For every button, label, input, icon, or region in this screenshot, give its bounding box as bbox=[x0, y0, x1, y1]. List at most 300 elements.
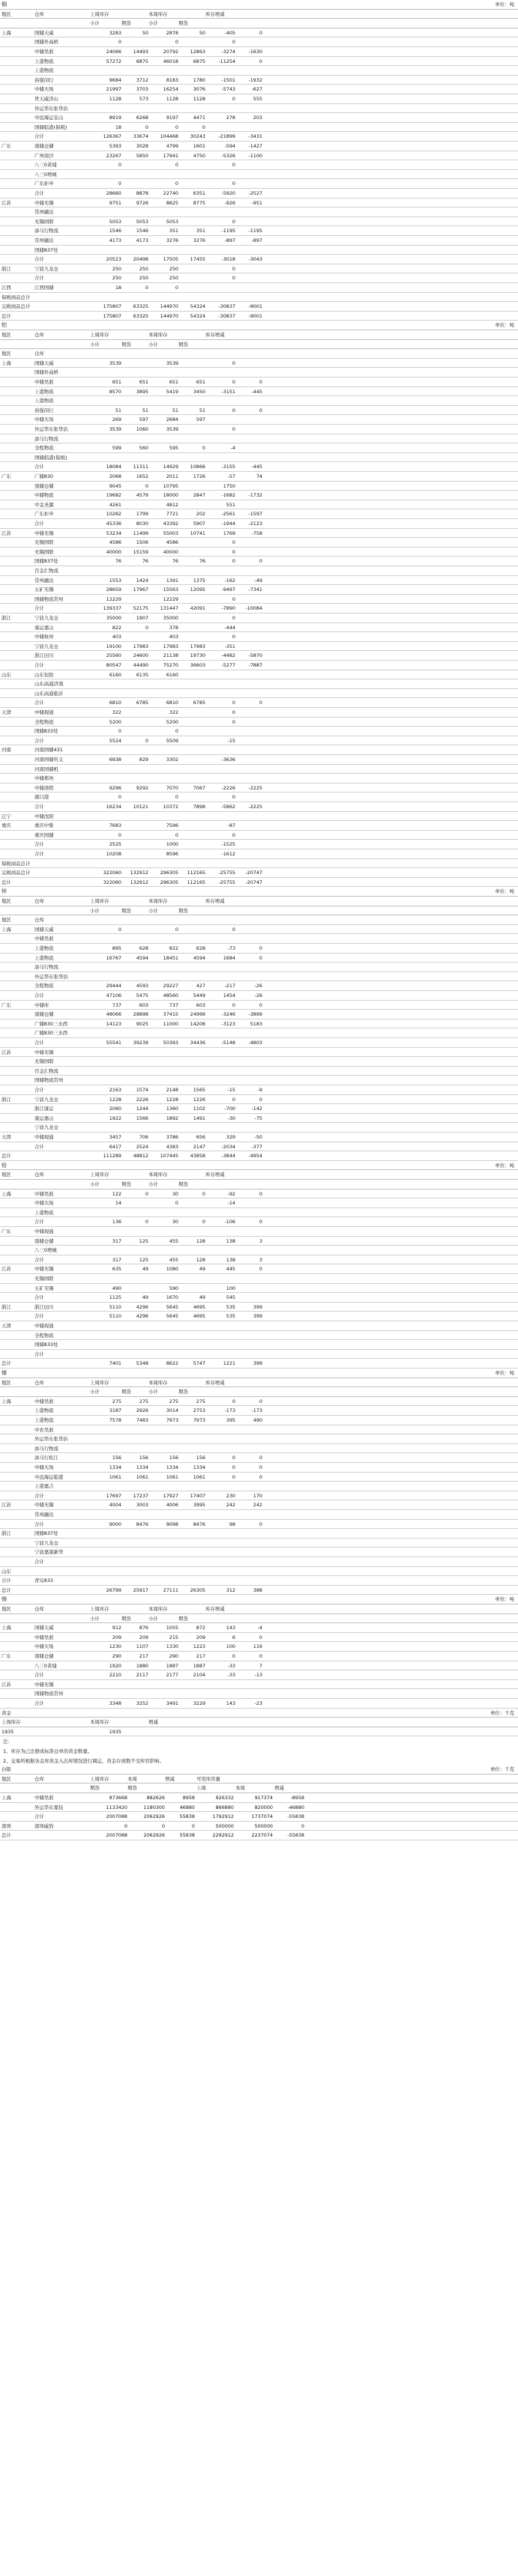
value-cell: 43392 bbox=[163, 521, 178, 527]
value-cell: 0 bbox=[175, 124, 178, 130]
value-cell: 37415 bbox=[163, 1011, 178, 1018]
warehouse-cell: 合计 bbox=[34, 1813, 44, 1820]
value-cell: 7721 bbox=[166, 511, 178, 518]
table-row bbox=[0, 1689, 518, 1699]
table-row bbox=[0, 718, 518, 727]
table-row bbox=[0, 1463, 518, 1473]
table-row bbox=[0, 868, 518, 878]
value-cell: -4 bbox=[230, 445, 235, 452]
header-last: 上周库存 bbox=[90, 332, 109, 338]
value-cell: 17983 bbox=[163, 643, 178, 649]
header-region: 地区 bbox=[1, 1379, 11, 1386]
value-cell: 10741 bbox=[190, 530, 205, 536]
value-cell: 11499 bbox=[133, 530, 148, 536]
table-row bbox=[0, 170, 518, 180]
value-cell: 1375 bbox=[193, 577, 205, 584]
value-cell: 1546 bbox=[109, 228, 121, 234]
value-cell: 1133420 bbox=[106, 1804, 127, 1810]
warehouse-cell: 合计 bbox=[34, 1700, 44, 1706]
value-cell: 7 bbox=[259, 1662, 262, 1669]
value-cell: 139337 bbox=[103, 605, 121, 612]
value-cell: 3003 bbox=[136, 1502, 148, 1509]
table-row bbox=[0, 1548, 518, 1557]
table-row bbox=[0, 406, 518, 416]
value-cell: 46018 bbox=[163, 58, 178, 64]
header-fut: 期货 bbox=[121, 1389, 131, 1395]
value-cell: 635 bbox=[112, 1266, 121, 1273]
region-cell: 保税商品总计 bbox=[1, 860, 31, 867]
table-row bbox=[0, 736, 518, 746]
value-cell: 876 bbox=[139, 1625, 148, 1631]
value-cell: 0 bbox=[232, 718, 235, 725]
warehouse-cell: 国储天威 bbox=[34, 29, 54, 36]
value-cell: 603 bbox=[139, 1001, 148, 1008]
value-cell: 7070 bbox=[166, 784, 178, 791]
table-row bbox=[0, 651, 518, 661]
value-cell: 8570 bbox=[109, 388, 121, 395]
value-cell: 0 bbox=[232, 548, 235, 555]
warehouse-cell: 南储仓储 bbox=[34, 1011, 54, 1018]
value-cell: -5870 bbox=[248, 652, 262, 659]
value-cell: 9025 bbox=[136, 1020, 148, 1027]
value-cell: 10866 bbox=[190, 464, 205, 470]
value-cell: 126367 bbox=[103, 133, 121, 140]
value-cell: 12229 bbox=[106, 595, 121, 602]
value-cell: 351 bbox=[196, 228, 205, 234]
value-cell: 20792 bbox=[163, 49, 178, 55]
header-fut: 期货 bbox=[121, 1615, 131, 1622]
region-cell: 上海 bbox=[1, 1190, 11, 1197]
value-cell: 0 bbox=[259, 29, 262, 36]
value-cell: 0 bbox=[175, 39, 178, 46]
value-cell: 8183 bbox=[166, 76, 178, 83]
warehouse-cell: 国储天威 bbox=[34, 360, 54, 366]
value-cell: -627 bbox=[251, 86, 262, 93]
value-cell: 296305 bbox=[160, 870, 178, 876]
value-cell: 250 bbox=[112, 275, 121, 282]
warehouse-cell: 南储仓储 bbox=[34, 1653, 54, 1659]
table-row bbox=[0, 1019, 518, 1029]
table-row bbox=[0, 595, 518, 604]
value-cell: 230 bbox=[226, 1492, 235, 1499]
value-cell: 1920 bbox=[109, 1662, 121, 1669]
table-row bbox=[0, 623, 518, 633]
region-cell: 广东 bbox=[1, 1001, 11, 1008]
value-cell: 3 bbox=[259, 1256, 262, 1263]
value-cell: 7683 bbox=[109, 822, 121, 829]
table-row bbox=[0, 443, 518, 453]
value-cell: 48066 bbox=[106, 1011, 121, 1018]
warehouse-cell: 中储无锡 bbox=[34, 530, 54, 536]
table-row bbox=[0, 793, 518, 802]
value-cell: 403 bbox=[169, 634, 178, 640]
value-cell: 4579 bbox=[136, 492, 148, 499]
value-cell: 57272 bbox=[106, 58, 121, 64]
warehouse-cell: 广储830三水西 bbox=[34, 1030, 68, 1037]
value-cell: 737 bbox=[112, 1001, 121, 1008]
table-row bbox=[0, 642, 518, 652]
table-row bbox=[0, 283, 518, 293]
value-cell: 597 bbox=[196, 416, 205, 423]
value-cell: 35000 bbox=[106, 615, 121, 621]
warehouse-cell: 合计 bbox=[34, 1087, 44, 1093]
section-title-1 bbox=[0, 321, 518, 330]
value-cell: 2210 bbox=[109, 1672, 121, 1679]
table-row bbox=[0, 1010, 518, 1019]
value-cell: -26 bbox=[254, 983, 262, 990]
table-row bbox=[0, 1623, 518, 1633]
value-cell: 209 bbox=[196, 1634, 205, 1640]
value-cell: 5053 bbox=[166, 218, 178, 225]
table-row bbox=[0, 1255, 518, 1265]
warehouse-cell: 国储物流常州 bbox=[34, 595, 64, 602]
header-this: 本周库存 bbox=[148, 332, 168, 338]
warehouse-cell: 外运华东张华浜 bbox=[34, 1436, 68, 1443]
value-cell: 2226 bbox=[136, 1096, 148, 1103]
value-cell: 1892 bbox=[166, 1115, 178, 1121]
value-cell: 43858 bbox=[190, 1153, 205, 1160]
value-cell: 23267 bbox=[106, 152, 121, 159]
value-cell: 1506 bbox=[136, 539, 148, 546]
table-row bbox=[0, 765, 518, 775]
value-cell: 603 bbox=[196, 1001, 205, 1008]
value-cell: 128 bbox=[196, 1237, 205, 1244]
value-cell: 628 bbox=[139, 945, 148, 951]
value-cell: 3014 bbox=[166, 1407, 178, 1414]
value-cell: 8476 bbox=[136, 1521, 148, 1527]
value-cell: -5326 bbox=[221, 152, 235, 159]
warehouse-cell: 重庆国储 bbox=[34, 831, 54, 838]
value-cell: 0 bbox=[175, 162, 178, 169]
table-row bbox=[0, 548, 518, 557]
section-title: 锡 bbox=[1, 1596, 7, 1603]
table-row bbox=[0, 1453, 518, 1463]
header-last: 上周库存 bbox=[90, 10, 109, 17]
value-cell: 9000 bbox=[109, 1521, 121, 1527]
warehouse-cell: 八三0黄埔 bbox=[34, 162, 57, 169]
value-cell: -1525 bbox=[221, 841, 235, 848]
value-cell: 0 bbox=[259, 58, 262, 64]
value-cell: 3229 bbox=[193, 1700, 205, 1706]
warehouse-cell: 中储无锡 bbox=[34, 1266, 54, 1273]
gold-value: 1935 bbox=[1, 1728, 14, 1735]
region-cell: 总计 bbox=[1, 1586, 11, 1593]
value-cell: 75270 bbox=[163, 662, 178, 668]
warehouse-cell: 合计 bbox=[34, 841, 44, 848]
value-cell: 0 bbox=[118, 926, 121, 933]
value-cell: 5907 bbox=[193, 521, 205, 527]
value-cell: 10282 bbox=[106, 511, 121, 518]
value-cell: -49 bbox=[254, 577, 262, 584]
value-cell: 17941 bbox=[163, 152, 178, 159]
value-cell: 290 bbox=[112, 1653, 121, 1659]
table-row bbox=[0, 1803, 518, 1813]
warehouse-cell: 外运华东张华浜 bbox=[34, 426, 68, 432]
value-cell: -5148 bbox=[221, 1040, 235, 1046]
value-cell: -1195 bbox=[248, 228, 262, 234]
value-cell: 18 bbox=[115, 285, 121, 291]
value-cell: 5110 bbox=[109, 1303, 121, 1310]
table-row bbox=[0, 302, 518, 312]
value-cell: 3895 bbox=[136, 388, 148, 395]
value-cell: 6160 bbox=[166, 671, 178, 678]
value-cell: 10372 bbox=[163, 804, 178, 810]
value-cell: 0 bbox=[145, 1219, 148, 1225]
header-sub: 小计 bbox=[90, 1615, 100, 1622]
table-row bbox=[0, 246, 518, 255]
table-row bbox=[0, 1151, 518, 1161]
value-cell: 322060 bbox=[103, 879, 121, 885]
warehouse-cell: 裕强闵行 bbox=[34, 76, 54, 83]
value-cell: -11254 bbox=[218, 58, 235, 64]
value-cell: 1128 bbox=[109, 96, 121, 102]
value-cell: 136 bbox=[112, 1219, 121, 1225]
gold-unit: 单位：千克 bbox=[490, 1709, 514, 1716]
warehouse-cell: 全程物流 bbox=[34, 1332, 54, 1339]
value-cell: -5743 bbox=[221, 86, 235, 93]
header-change: 库存增减 bbox=[205, 898, 225, 904]
value-cell: -594 bbox=[224, 143, 235, 149]
warehouse-cell: 常州融达 bbox=[34, 577, 54, 584]
table-row bbox=[0, 821, 518, 831]
value-cell: 1553 bbox=[109, 577, 121, 584]
value-cell: 49 bbox=[199, 1294, 205, 1301]
header-wh: 仓库 bbox=[34, 898, 44, 904]
value-cell: 24066 bbox=[106, 49, 121, 55]
value-cell: 9045 bbox=[109, 482, 121, 489]
value-cell: 0 bbox=[118, 794, 121, 801]
value-cell: 30 bbox=[172, 1190, 178, 1197]
value-cell: 112165 bbox=[187, 870, 205, 876]
value-cell: 822 bbox=[112, 624, 121, 631]
value-cell: 5200 bbox=[109, 718, 121, 725]
table-row bbox=[0, 179, 518, 189]
header-sub: 小计 bbox=[90, 1181, 100, 1187]
value-cell: 17237 bbox=[133, 1492, 148, 1499]
value-cell: 0 bbox=[259, 954, 262, 961]
value-cell: 29444 bbox=[106, 983, 121, 990]
header-last: 上周库存 bbox=[90, 1172, 109, 1178]
value-cell: 0 bbox=[259, 1001, 262, 1008]
gold-row bbox=[0, 1727, 518, 1737]
value-cell: 202 bbox=[196, 511, 205, 518]
warehouse-cell: 合计 bbox=[34, 1040, 44, 1046]
value-cell: 0 bbox=[259, 1464, 262, 1470]
table-row bbox=[0, 915, 518, 925]
table-row bbox=[0, 1274, 518, 1284]
table-row bbox=[0, 28, 518, 38]
section-title: 铅 bbox=[1, 1162, 7, 1169]
table-row bbox=[0, 878, 518, 888]
value-cell: -9001 bbox=[248, 303, 262, 310]
warehouse-cell: 中储大场 bbox=[34, 86, 54, 93]
header-sub: 小计 bbox=[90, 907, 100, 914]
silver-header bbox=[0, 1775, 518, 1784]
value-cell: 1424 bbox=[136, 577, 148, 584]
warehouse-cell: 中储吴淞 bbox=[34, 1795, 54, 1801]
warehouse-cell: 上港物流 bbox=[34, 398, 54, 404]
value-cell: -351 bbox=[224, 643, 235, 649]
value-cell: 0 bbox=[232, 926, 235, 933]
warehouse-cell: 国储833处 bbox=[34, 1342, 58, 1348]
value-cell: 7483 bbox=[136, 1417, 148, 1423]
value-cell: 250 bbox=[139, 265, 148, 272]
value-cell: 1080 bbox=[166, 1266, 178, 1273]
warehouse-cell: 合计 bbox=[34, 1492, 44, 1499]
unit-label: 单位：吨 bbox=[495, 1162, 514, 1169]
value-cell: 28659 bbox=[106, 587, 121, 593]
value-cell: 250 bbox=[169, 265, 178, 272]
region-cell: 辽宁 bbox=[1, 813, 11, 819]
table-row bbox=[0, 1557, 518, 1567]
value-cell: 17407 bbox=[190, 1492, 205, 1499]
table-row bbox=[0, 784, 518, 793]
warehouse-cell: 中储库 bbox=[34, 1001, 49, 1008]
value-cell: 4586 bbox=[166, 539, 178, 546]
header-wh: 仓库 bbox=[34, 10, 44, 17]
table-row bbox=[0, 76, 518, 85]
value-cell: -3151 bbox=[221, 388, 235, 395]
value-cell: -25755 bbox=[218, 879, 235, 885]
value-cell: 873668 bbox=[109, 1795, 127, 1801]
warehouse-cell: 中储大场 bbox=[34, 1643, 54, 1650]
value-cell: -21899 bbox=[218, 133, 235, 140]
warehouse-cell: 国储837处 bbox=[34, 558, 58, 565]
value-cell: 47106 bbox=[106, 992, 121, 998]
value-cell: -926 bbox=[224, 199, 235, 206]
value-cell: -897 bbox=[224, 237, 235, 243]
table-row bbox=[0, 1142, 518, 1152]
value-cell: 2237074 bbox=[251, 1832, 273, 1839]
value-cell: 1792912 bbox=[212, 1813, 234, 1820]
value-cell: -217 bbox=[224, 983, 235, 990]
value-cell: 0 bbox=[232, 831, 235, 838]
value-cell: 5524 bbox=[109, 737, 121, 744]
value-cell: 2007088 bbox=[106, 1813, 127, 1820]
value-cell: 2062926 bbox=[143, 1813, 165, 1820]
table-row bbox=[0, 557, 518, 566]
value-cell: -75 bbox=[254, 1115, 262, 1121]
value-cell: 30 bbox=[172, 1219, 178, 1225]
value-cell: 5200 bbox=[166, 718, 178, 725]
warehouse-cell: 无锡国联 bbox=[34, 539, 54, 546]
value-cell: -1732 bbox=[248, 492, 262, 499]
region-cell: 山东 bbox=[1, 1568, 11, 1575]
value-cell: 1334 bbox=[166, 1464, 178, 1470]
value-cell: 250 bbox=[112, 265, 121, 272]
value-cell: 39239 bbox=[133, 1040, 148, 1046]
table-row bbox=[0, 1350, 518, 1360]
section-header-5 bbox=[0, 1604, 518, 1614]
header-region: 地区 bbox=[1, 1606, 11, 1612]
table-row bbox=[0, 1793, 518, 1803]
value-cell: 0 bbox=[232, 539, 235, 546]
table-row bbox=[0, 613, 518, 623]
region-cell: 广东 bbox=[1, 473, 11, 479]
value-cell: 80547 bbox=[106, 662, 121, 668]
warehouse-cell: 山东高通临沂 bbox=[34, 690, 64, 697]
table-row bbox=[0, 1104, 518, 1114]
table-row bbox=[0, 576, 518, 586]
value-cell: 5747 bbox=[193, 1360, 205, 1367]
warehouse-cell: 南储仓储 bbox=[34, 482, 54, 489]
region-cell: 江苏 bbox=[1, 1502, 11, 1509]
warehouse-cell: 上港物流 bbox=[34, 58, 54, 64]
value-cell: 3252 bbox=[136, 1700, 148, 1706]
value-cell: 2524 bbox=[136, 1143, 148, 1150]
table-row bbox=[0, 1057, 518, 1067]
value-cell: 296305 bbox=[160, 879, 178, 885]
value-cell: 2684 bbox=[166, 416, 178, 423]
value-cell: 16767 bbox=[106, 954, 121, 961]
value-cell: 5053 bbox=[109, 218, 121, 225]
value-cell: -5862 bbox=[221, 804, 235, 810]
value-cell: -142 bbox=[251, 1106, 262, 1112]
section-header-2 bbox=[0, 897, 518, 906]
value-cell: 4471 bbox=[193, 115, 205, 121]
section-header-0 bbox=[0, 10, 518, 19]
table-row bbox=[0, 981, 518, 991]
value-cell: 1107 bbox=[136, 1643, 148, 1650]
warehouse-cell: 国储物流常州 bbox=[34, 1691, 64, 1697]
region-cell: 江苏 bbox=[1, 1049, 11, 1055]
value-cell: 8775 bbox=[193, 199, 205, 206]
value-cell: 0 bbox=[259, 1190, 262, 1197]
warehouse-cell: 国储临港(保税) bbox=[34, 454, 67, 461]
value-cell: 5645 bbox=[166, 1303, 178, 1310]
table-row bbox=[0, 500, 518, 510]
value-cell: 20498 bbox=[133, 256, 148, 263]
value-cell: 1907 bbox=[136, 615, 148, 621]
table-row bbox=[0, 1831, 518, 1840]
value-cell: 7067 bbox=[193, 784, 205, 791]
silver-title bbox=[0, 1765, 518, 1775]
value-cell: 5183 bbox=[250, 1020, 262, 1027]
value-cell: 156 bbox=[112, 1455, 121, 1461]
table-row bbox=[0, 925, 518, 935]
value-cell: 16254 bbox=[163, 86, 178, 93]
table-row bbox=[0, 189, 518, 198]
region-cell: 浙江 bbox=[1, 1096, 11, 1103]
warehouse-cell: 世天威洋山 bbox=[34, 96, 58, 102]
value-cell: 116 bbox=[253, 1643, 262, 1650]
table-row bbox=[0, 1038, 518, 1048]
header-fut: 期货 bbox=[178, 1389, 188, 1395]
table-row bbox=[0, 689, 518, 699]
value-cell: -5277 bbox=[221, 662, 235, 668]
value-cell: 4594 bbox=[193, 954, 205, 961]
value-cell: -173 bbox=[224, 1407, 235, 1414]
warehouse-cell: 浙江田川 bbox=[34, 652, 54, 659]
value-cell: 0 bbox=[232, 700, 235, 706]
table-row bbox=[0, 1264, 518, 1274]
table-row bbox=[0, 585, 518, 595]
value-cell: -4803 bbox=[248, 1040, 262, 1046]
warehouse-cell: 中储吴淞 bbox=[34, 49, 54, 55]
value-cell: 0 bbox=[301, 1822, 304, 1829]
value-cell: 0 bbox=[118, 162, 121, 169]
table-row bbox=[0, 1482, 518, 1491]
table-row bbox=[0, 679, 518, 689]
value-cell: 1670 bbox=[166, 1294, 178, 1301]
value-cell: 128 bbox=[196, 1256, 205, 1263]
region-cell: 保税商品总计 bbox=[1, 294, 31, 300]
section-header-4 bbox=[0, 1378, 518, 1388]
value-cell: -2225 bbox=[248, 804, 262, 810]
value-cell: 6785 bbox=[136, 700, 148, 706]
region-cell: 江西 bbox=[1, 285, 11, 291]
value-cell: 322060 bbox=[103, 870, 121, 876]
